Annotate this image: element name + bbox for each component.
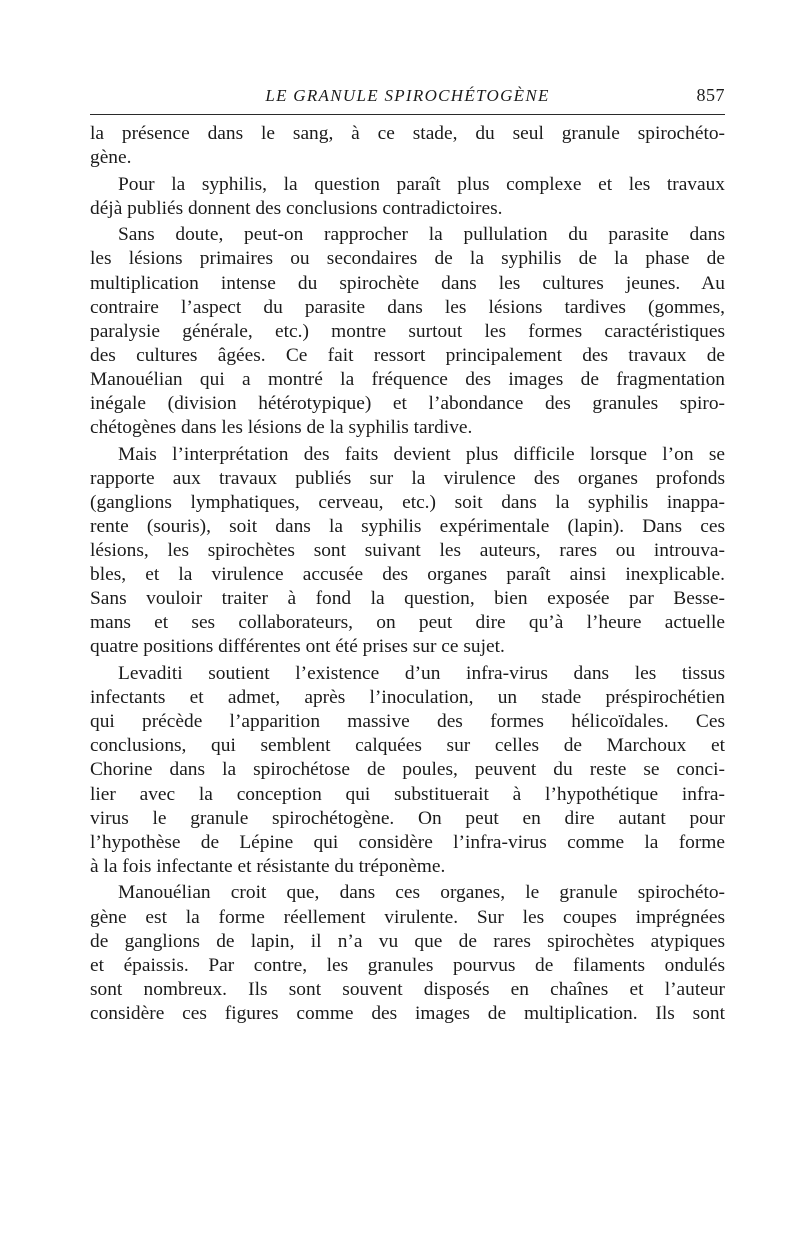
text-line: Chorine dans la spirochétose de poules, peuvent du reste se conci- (90, 759, 725, 781)
text-line: (ganglions lymphatiques, cerveau, etc.) soit dans la syphilis inappa- (90, 491, 725, 513)
text-line: et épaissis. Par contre, les granules pourvus de filaments ondulés (90, 954, 725, 976)
text-line: paralysie générale, etc.) montre surtout les formes caractéristiques (90, 320, 725, 342)
text-line: la présence dans le sang, à ce stade, du seul granule spirochéto- (90, 123, 725, 144)
text-line: inégale (division hétérotypique) et l’abondance des granules spiro- (90, 393, 725, 415)
book-page (90, 82, 725, 1026)
text-line: multiplication intense du spirochète dans les cultures jeunes. Au (90, 272, 725, 294)
text-line: rente (souris), soit dans la syphilis expérimentale (lapin). Dans ces (90, 516, 725, 537)
text-line: contraire l’aspect du parasite dans les lésions tardives (gommes, (90, 296, 725, 318)
text-line: Sans doute, peut-on rapprocher la pullulation du parasite dans (118, 224, 725, 246)
text-line: lésions, les spirochètes sont suivant les auteurs, rares ou introuva- (90, 540, 725, 562)
paragraph (90, 223, 725, 440)
text-line: de ganglions de lapin, il n’a vu que de rares spirochètes atypiques (90, 930, 725, 952)
paragraph (90, 662, 725, 879)
text-line: quatre positions différentes ont été prises sur ce sujet. (90, 636, 505, 658)
text-line: gène. (90, 147, 132, 169)
text-line: Levaditi soutient l’existence d’un infra-virus dans les tissus (118, 663, 725, 685)
text-line: qui précède l’apparition massive des formes hélicoïdales. Ces (90, 711, 725, 733)
text-line: considère ces figures comme des images de multiplication. Ils sont (90, 1002, 725, 1024)
text-line: sont nombreux. Ils sont souvent disposés en chaînes et l’auteur (90, 978, 725, 1000)
text-line: bles, et la virulence accusée des organes paraît ainsi inexplicable. (90, 564, 725, 586)
text-line: déjà publiés donnent des conclusions contradictoires. (90, 197, 503, 219)
text-line: rapporte aux travaux publiés sur la virulence des organes profonds (90, 467, 725, 489)
text-line: Pour la syphilis, la question paraît plus complexe et les travaux (118, 173, 725, 195)
text-line: conclusions, qui semblent calquées sur celles de Marchoux et (90, 735, 725, 757)
text-line: Mais l’interprétation des faits devient plus difficile lorsque l’on se (118, 443, 725, 465)
text-line: Manouélian croit que, dans ces organes, le granule spirochéto- (118, 882, 725, 904)
text-line: Manouélian qui a montré la fréquence des images de fragmentation (90, 368, 725, 390)
text-line: Sans vouloir traiter à fond la question, bien exposée par Besse- (90, 588, 725, 610)
text-line: lier avec la conception qui substituerait à l’hypothétique infra- (90, 783, 725, 805)
body-text (90, 122, 725, 1026)
paragraph (90, 122, 725, 170)
running-title: LE GRANULE SPIROCHÉTOGÈNE (265, 86, 550, 105)
text-line: à la fois infectante et résistante du tréponème. (90, 855, 446, 877)
paragraph (90, 173, 725, 221)
paragraph (90, 881, 725, 1026)
text-line: chétogènes dans les lésions de la syphilis tardive. (90, 417, 473, 439)
paragraph (90, 443, 725, 660)
text-line: infectants et admet, après l’inoculation, un stade préspirochétien (90, 687, 725, 709)
page-number: 857 (696, 85, 725, 105)
running-head (90, 82, 725, 115)
text-line: virus le granule spirochétogène. On peut en dire autant pour (90, 807, 725, 829)
text-line: mans et ses collaborateurs, on peut dire qu’à l’heure actuelle (90, 612, 725, 634)
text-line: gène est la forme réellement virulente. Sur les coupes imprégnées (90, 906, 725, 928)
text-line: les lésions primaires ou secondaires de la syphilis de la phase de (90, 248, 725, 270)
text-line: des cultures âgées. Ce fait ressort principalement des travaux de (90, 344, 725, 366)
text-line: l’hypothèse de Lépine qui considère l’infra-virus comme la forme (90, 831, 725, 853)
